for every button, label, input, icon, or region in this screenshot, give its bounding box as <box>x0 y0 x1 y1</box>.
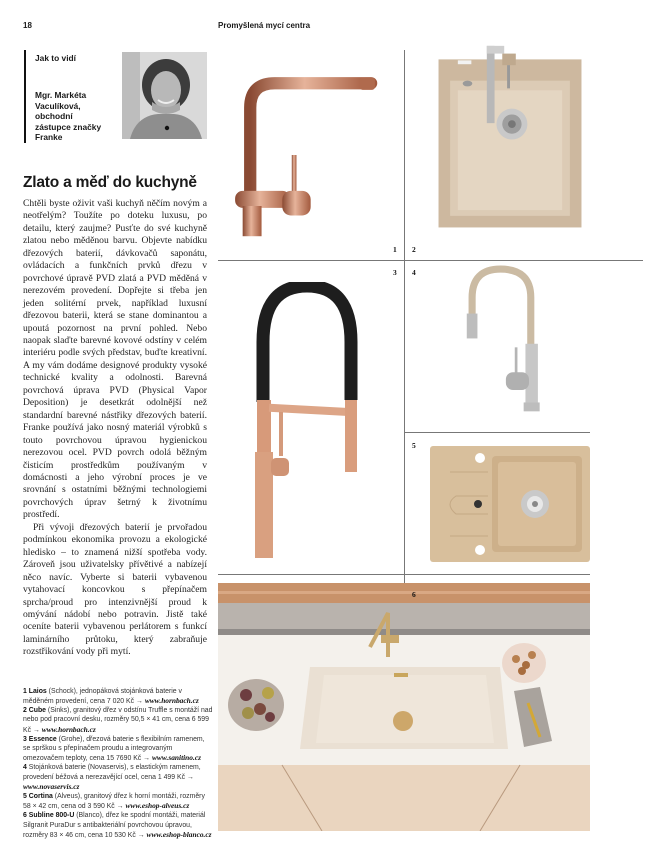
caption-number: 4 <box>23 764 27 772</box>
caption-text: (Grohe), dřezová baterie s flexibilním ramenem, se sprškou s přepínačem proudu a integrovaným omezovačem teploty, cena 15 7690 Kč <box>23 735 205 763</box>
caption-text: Stojánková baterie (Novaservis), s elastickým ramenem, provedení béžová a nerezavějící ocel, cena 1 499 Kč <box>23 764 201 781</box>
caption-text: (Alveus), granitový dřez k horní montáži, rozměry 58 × 42 cm, cena od 3 590 Kč <box>23 793 205 811</box>
shop-link[interactable]: www.sanitino.cz <box>151 753 201 763</box>
page-number: 18 <box>23 21 32 30</box>
arrow-icon: → <box>116 803 126 811</box>
caption-text: (Blanco), dřez ke spodní montáži, materiál Silgranit PuraDur s antibakteriální povrchovou úpravou, rozměry 83 × 46 cm, cena 10 530 Kč <box>23 812 206 839</box>
left-column <box>23 50 211 840</box>
article-headline: Zlato a měď do kuchyně <box>23 174 197 191</box>
caption-4 <box>23 763 213 792</box>
image-label-4: 4 <box>412 268 416 277</box>
name-line: zástupce značky <box>35 121 102 132</box>
product-name: Laios <box>28 687 47 695</box>
product-name: Cube <box>28 707 46 715</box>
caption-number: 2 <box>23 707 27 715</box>
interviewee-name <box>35 90 119 143</box>
caption-number: 6 <box>23 812 27 820</box>
caption-number: 5 <box>23 793 27 800</box>
product-image-copper-black-faucet <box>245 282 370 562</box>
caption-text: (Sinks), granitový dřez v odstínu Truffle s montáží nad nebo pod pracovní desku, rozměry 50,5 × 41 cm, cena 6 599 Kč <box>23 707 213 734</box>
product-image-beige-flexible-faucet <box>450 262 560 422</box>
portrait-photo <box>122 52 207 139</box>
image-label-2: 2 <box>412 245 416 254</box>
interview-box <box>24 50 205 143</box>
image-label-6: 6 <box>412 590 416 599</box>
name-line: obchodní <box>35 111 73 122</box>
article-body <box>23 198 207 659</box>
arrow-icon: → <box>143 755 152 763</box>
name-line: Vaculíková, <box>35 100 81 111</box>
caption-number: 1 <box>23 687 27 695</box>
caption-3 <box>23 735 213 764</box>
shop-link[interactable]: www.eshop-alveus.cz <box>125 801 190 811</box>
grid-divider-vertical <box>404 50 405 595</box>
product-name: Subline 800-U <box>28 812 75 820</box>
arrow-icon: → <box>186 773 194 781</box>
product-name: Cortina <box>28 793 53 800</box>
article-paragraph: Při vývoji dřezových baterií je prvořadou podmínkou ekonomika provozu a ekologické hledisko – to znamená nižší spotřeba vody. Zároveň jsou uživatelsky přívětivé a nabízejí něco navíc. Vyberte si baterii vybavenou vytahovací koncovkou s přepínačem sprcha/proud pro intenzivnější proud k omývání nádobí nebo potravin. Jistě také oceníte baterii vybavenou perlátorem s funkcí laminárního průtoku, který zabraňuje rozstřikování vody při mytí. <box>23 521 207 658</box>
grid-divider-horizontal <box>218 260 643 261</box>
shop-link[interactable]: www.novaservis.cz <box>23 781 80 791</box>
shop-link[interactable]: www.hornbach.cz <box>41 724 96 734</box>
product-image-beige-square-sink <box>434 42 586 240</box>
image-label-1: 1 <box>393 245 397 254</box>
shop-link[interactable]: www.eshop-blanco.cz <box>146 829 212 839</box>
arrow-icon: → <box>136 697 145 705</box>
caption-2 <box>23 706 213 735</box>
name-line: Mgr. Markéta <box>35 90 87 100</box>
product-name: Essence <box>28 735 57 743</box>
interview-label: Jak to vidí <box>35 53 76 63</box>
caption-number: 3 <box>23 735 27 743</box>
image-label-3: 3 <box>393 268 397 277</box>
product-image-beige-sink-drainer <box>430 446 590 564</box>
product-captions <box>23 687 213 840</box>
arrow-icon: → <box>137 831 147 839</box>
name-line: Franke <box>35 132 63 143</box>
grid-divider-horizontal <box>404 432 590 433</box>
caption-text: (Schock), jednopáková stojánková baterie v měděném provedení, cena 7 020 Kč <box>23 687 182 705</box>
caption-5 <box>23 792 213 811</box>
arrow-icon: → <box>32 726 42 734</box>
product-image-kitchen-sink-scene <box>218 583 590 831</box>
product-image-copper-faucet <box>225 70 385 240</box>
grid-divider-horizontal <box>218 574 590 575</box>
shop-link[interactable]: www.hornbach.cz <box>144 695 199 705</box>
running-head: Promyšlená mycí centra <box>218 21 311 30</box>
article-paragraph: Chtěli byste oživit vaši kuchyň něčím novým a neotřelým? Toužíte po doteku luxusu, po detailu, který zaujme? Pusťte do své kuchyně zlatou nebo měděnou barvu. Objevte nabídku dřezových baterií, dávkovačů saponátu, ovládacích a funkčních prvků dřezu v povrchové úpravě PVD zlatá a PVD měděná v nerezovém provedení. Dopřejte si třeba jen jeden solitérní prvek, například luxusní dřezovou baterii, která se stane dominantou a upoutá pozornost na první pohled. Nebo naopak slaďte barevné kovové odstíny v celém interiéru podle svých představ, buďte kreativní. A my vám dodáme designové produkty vysoké technické kvality a odolnosti. Barevná povrchová úprava PVD (Physical Vapor Deposition) je desetkrát odolnější než standardní barevné nástřiky dřezových baterií. Franke používá jako nosný materiál výrobků s touto povrchovou úpravou hygienickou nerezovou ocel. PVD povrch odolá běžným čisticím prostředkům používaným v domácnosti a jeho výrobní proces je ve srovnání s ostatními běžnými technologiemi povrchových úprav šetrný k životnímu prostředí. <box>23 198 207 521</box>
image-label-5: 5 <box>412 441 416 450</box>
caption-6 <box>23 811 213 840</box>
caption-1 <box>23 687 213 706</box>
